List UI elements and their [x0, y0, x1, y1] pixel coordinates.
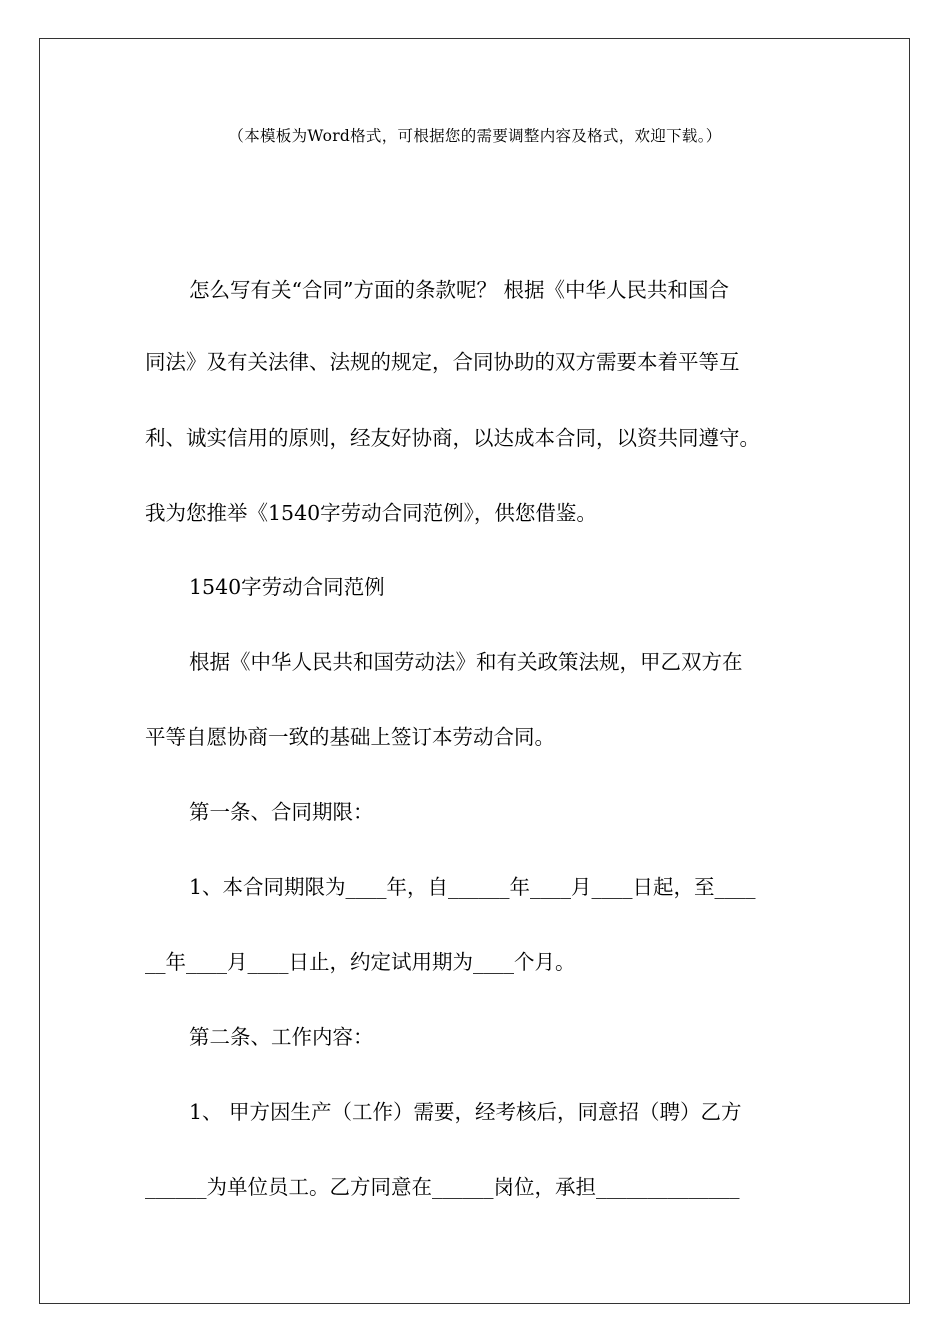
paragraph-line: 怎么写有关“合同”方面的条款呢？ 根据《中华人民共和国合 [189, 278, 729, 302]
paragraph-line: 平等自愿协商一致的基础上签订本劳动合同。 [145, 725, 555, 749]
paragraph-line: 利、诚实信用的原则，经友好协商，以达成本合同，以资共同遵守。 [145, 426, 760, 450]
paragraph-line: 同法》及有关法律、法规的规定，合同协助的双方需要本着平等互 [145, 350, 740, 374]
paragraph-line: ______为单位员工。乙方同意在______岗位，承担______________ [145, 1175, 740, 1199]
section-title: 1540字劳动合同范例 [189, 575, 385, 599]
paragraph-line: __年____月____日止，约定试用期为____个月。 [145, 950, 576, 974]
article-heading: 第二条、工作内容： [189, 1025, 374, 1049]
paragraph-line: 1、本合同期限为____年，自______年____月____日起，至____ [189, 875, 756, 899]
paragraph-line: 我为您推举《1540字劳动合同范例》，供您借鉴。 [145, 501, 597, 525]
article-heading: 第一条、合同期限： [189, 800, 374, 824]
paragraph-line: 1、 甲方因生产（工作）需要，经考核后，同意招（聘）乙方 [189, 1100, 742, 1124]
template-note: （本模板为Word格式，可根据您的需要调整内容及格式，欢迎下载。） [228, 127, 722, 145]
paragraph-line: 根据《中华人民共和国劳动法》和有关政策法规，甲乙双方在 [189, 650, 743, 674]
